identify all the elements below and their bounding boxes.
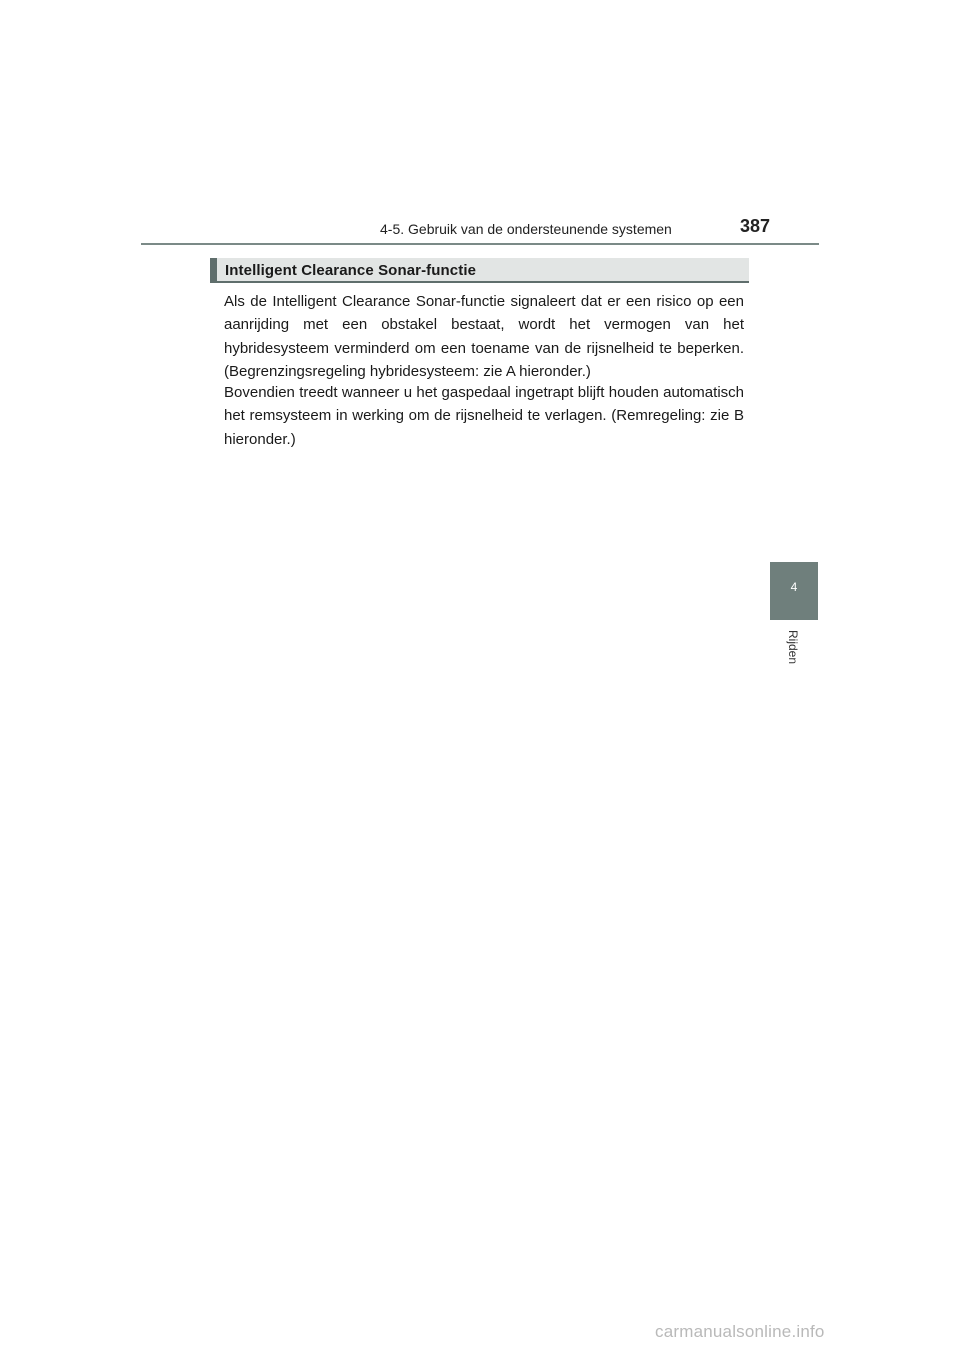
section-title: Intelligent Clearance Sonar-functie: [225, 262, 477, 279]
chapter-title: 4-5. Gebruik van de ondersteunende systemen: [380, 221, 672, 237]
header-divider: [141, 243, 819, 245]
page-number: 387: [740, 216, 771, 236]
body-paragraph: Bovendien treedt wanneer u het gaspedaal ingetrapt blijft houden automatisch het remsysteem in werking om de rijsnelheid te verlagen. (Remregeling: zie B hieronder.): [224, 384, 744, 448]
chapter-label-text: Rijden: [786, 630, 800, 665]
watermark-text: carmanualsonline.info: [655, 1322, 825, 1341]
chapter-tab: [770, 562, 818, 620]
section-heading: [210, 258, 749, 283]
chapter-tab-number: 4: [790, 580, 798, 594]
body-paragraph: Als de Intelligent Clearance Sonar-functie signaleert dat er een risico op een aanrijding met een obstakel bestaat, wordt het vermogen van het hybridesysteem verminderd om een toename van de rijsnelheid te beperken. (Begrenzingsregeling hybridesysteem: zie A hieronder.): [224, 293, 744, 381]
section-heading-accent: [210, 258, 217, 281]
chapter-tab-label: [778, 630, 818, 680]
